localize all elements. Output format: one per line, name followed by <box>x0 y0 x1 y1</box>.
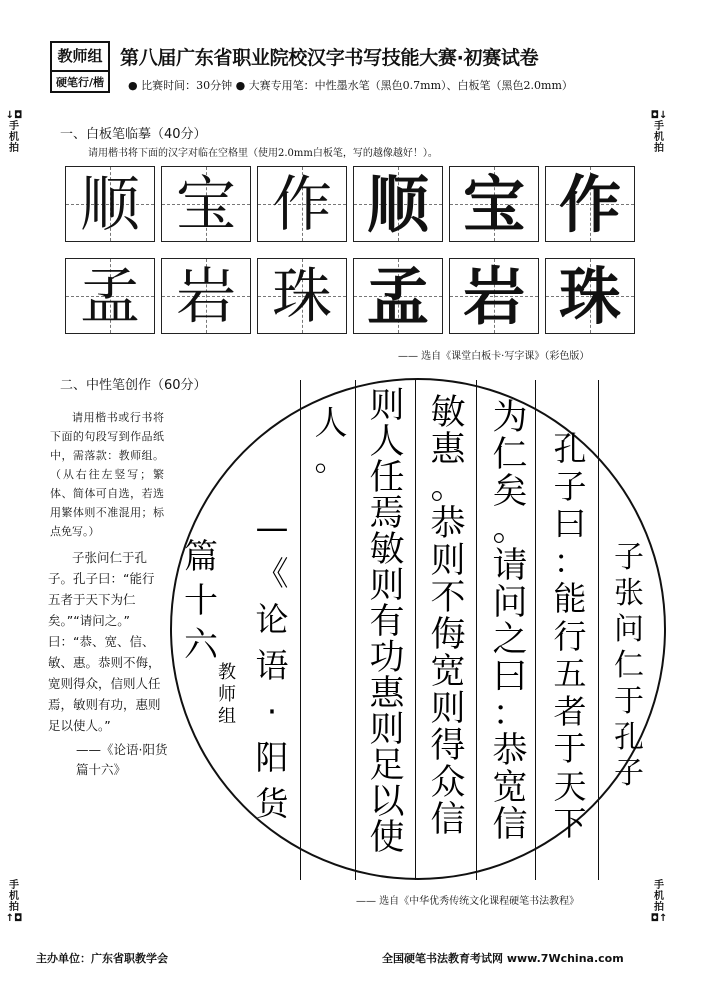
section1-source: —— 选自《课堂白板卡·写字课》（彩色版） <box>398 351 590 362</box>
handwritten-char: 恭 <box>492 731 528 771</box>
handwritten-char: 使 <box>369 818 405 858</box>
model-char: 孟 <box>80 262 140 332</box>
handwritten-char: 作 <box>558 168 621 241</box>
signature-column <box>216 662 238 728</box>
handwritten-char: 功 <box>369 638 405 678</box>
handwritten-char: 得 <box>430 726 466 766</box>
handwriting-column <box>608 540 650 792</box>
handwritten-char: 师 <box>218 684 236 705</box>
handwritten-char: — <box>255 508 289 547</box>
handwritten-char: 恭 <box>430 504 466 544</box>
model-cell <box>65 258 155 334</box>
handwritten-cell <box>353 166 443 242</box>
handwritten-char: 有 <box>369 602 405 642</box>
model-passage: 子张问仁于孔子。孔子曰：“能行五者于天下为仁矣。”“请问之。” 曰：“恭、宽、信、敏、惠。恭则不侮，宽则得众，信则人任焉，敏则有功，惠则足以使人。” <box>48 550 161 733</box>
handwritten-char: 众 <box>430 763 466 803</box>
handwritten-char: 以 <box>369 782 405 822</box>
section1-heading: 一、白板笔临摹（40分） <box>60 127 207 142</box>
handwritten-char: 货 <box>255 784 289 823</box>
model-char: 顺 <box>80 170 140 240</box>
photo-marker-bottom-right <box>650 880 668 924</box>
handwritten-cell <box>353 258 443 334</box>
handwritten-char: 矣 <box>492 472 528 512</box>
photo-marker-bottom-left <box>5 880 23 924</box>
section2-heading: 二、中性笔创作（60分） <box>60 378 207 393</box>
handwritten-cell <box>545 166 635 242</box>
handwriting-column <box>361 388 413 856</box>
handwritten-cell <box>545 258 635 334</box>
handwritten-char: 子 <box>614 756 644 791</box>
handwriting-column <box>422 395 474 839</box>
handwritten-char: ： <box>492 694 528 734</box>
handwritten-char: 。 <box>492 509 528 549</box>
handwritten-char: 仁 <box>492 435 528 475</box>
arrow-down-icon: ↓ <box>5 110 14 121</box>
handwritten-char: 行 <box>553 616 587 656</box>
handwritten-char: 能 <box>553 579 587 618</box>
handwritten-char: 篇 <box>184 537 218 577</box>
handwritten-char: 足 <box>369 746 405 786</box>
handwritten-cell <box>449 166 539 242</box>
section2-instruction: 请用楷书或行书将下面的句段写到作品纸中，需落款：教师组。（从右往左竖写；繁体、简体可自选，若选用繁体则不准混用；标点免写。） <box>50 411 164 538</box>
photo-marker-top-left <box>5 110 23 154</box>
handwritten-char: 侮 <box>430 615 466 655</box>
handwriting-column <box>545 430 595 843</box>
marker-char: 机 <box>9 891 19 902</box>
handwritten-char: · <box>266 692 278 731</box>
handwritten-char: 则 <box>430 541 466 581</box>
handwritten-char: 惠 <box>369 674 405 714</box>
handwritten-char: 信 <box>430 800 466 840</box>
badge-style-label: 硬笔行/楷 <box>55 76 105 89</box>
handwriting-column <box>485 400 535 844</box>
photo-marker-top-right <box>650 110 668 154</box>
handwritten-char: 孔 <box>614 720 644 755</box>
model-char: 作 <box>272 170 332 240</box>
handwritten-char: 于 <box>614 684 644 719</box>
handwriting-column <box>180 535 222 667</box>
handwritten-char: 珠 <box>558 260 621 333</box>
handwritten-char: 阳 <box>255 738 289 777</box>
handwritten-char: 则 <box>369 386 405 426</box>
model-char: 宝 <box>176 170 236 240</box>
website: 全国硬笔书法教育考试网 www.7Wchina.com <box>382 952 624 965</box>
column-divider <box>415 380 416 880</box>
handwritten-char: ： <box>553 541 587 581</box>
handwritten-char: 五 <box>553 654 587 693</box>
badge-group-label: 教师组 <box>52 43 108 72</box>
marker-char: 手 <box>654 121 664 132</box>
handwritten-char: 则 <box>369 710 405 750</box>
handwritten-char: 则 <box>369 566 405 606</box>
arrow-down-icon: ↓ <box>659 110 668 121</box>
marker-char: 拍 <box>654 143 664 154</box>
handwritten-char: 问 <box>492 583 528 623</box>
page-title: 第八届广东省职业院校汉字书写技能大赛·初赛试卷 <box>120 47 539 69</box>
model-cell <box>161 166 251 242</box>
handwriting-column <box>310 405 352 477</box>
handwritten-char: 组 <box>218 706 236 727</box>
handwritten-char: 人 <box>369 422 405 462</box>
marker-char: 机 <box>9 132 19 143</box>
model-char: 珠 <box>272 262 332 332</box>
arrow-up-icon: ↑ <box>5 913 14 924</box>
model-cell <box>257 166 347 242</box>
handwritten-char: 不 <box>430 578 466 618</box>
camera-icon: ◘ <box>13 110 23 121</box>
handwritten-char: 曰 <box>492 657 528 697</box>
model-cell <box>161 258 251 334</box>
model-cell <box>65 166 155 242</box>
handwritten-char: 焉 <box>369 494 405 534</box>
handwritten-char: 仁 <box>614 648 644 683</box>
handwritten-char: 孟 <box>366 260 429 333</box>
handwritten-char: 教 <box>218 662 236 683</box>
handwritten-char: 宽 <box>430 652 466 692</box>
handwritten-char: 惠 <box>430 430 466 470</box>
handwritten-char: 曰 <box>553 504 587 543</box>
handwritten-char: 下 <box>553 804 587 843</box>
handwritten-char: 岩 <box>462 260 525 333</box>
column-divider <box>300 380 301 880</box>
camera-icon: ◘ <box>650 110 659 121</box>
marker-char: 机 <box>654 132 664 143</box>
handwritten-char: 宝 <box>462 168 525 241</box>
copy-grid <box>65 166 645 338</box>
section1-instruction: 请用楷书将下面的汉字对临在空格里（使用2.0mm白板笔，写的越像越好！）。 <box>88 148 438 159</box>
handwritten-char: 信 <box>492 805 528 845</box>
handwritten-char: 语 <box>255 646 289 685</box>
handwritten-char: 子 <box>614 540 644 575</box>
model-char: 岩 <box>176 262 236 332</box>
handwritten-char: 者 <box>553 691 587 731</box>
marker-char: 拍 <box>9 902 19 913</box>
handwritten-char: 敏 <box>430 393 466 433</box>
column-divider <box>598 380 599 880</box>
handwritten-char: 顺 <box>366 168 429 241</box>
marker-char: 手 <box>9 880 19 891</box>
marker-char: 拍 <box>654 902 664 913</box>
passage-source: ——《论语·阳货篇十六》 <box>76 742 168 777</box>
handwritten-char: 之 <box>492 620 528 660</box>
section2-source: —— 选自《中华优秀传统文化课程硬笔书法教程》 <box>356 896 580 907</box>
handwritten-char: 天 <box>553 766 587 806</box>
handwritten-char: 十 <box>184 581 218 621</box>
handwritten-char: 任 <box>369 458 405 498</box>
handwritten-char: 张 <box>614 576 644 611</box>
handwritten-char: 孔 <box>553 429 587 468</box>
marker-char: 拍 <box>9 143 19 154</box>
column-divider <box>355 380 356 880</box>
handwritten-char: 子 <box>553 466 587 506</box>
handwritten-char: 敏 <box>369 530 405 570</box>
handwritten-char: 为 <box>492 398 528 438</box>
handwritten-char: 。 <box>430 467 466 507</box>
handwritten-char: 人 <box>314 403 348 442</box>
handwritten-char: 六 <box>184 625 218 665</box>
handwritten-char: 宽 <box>492 768 528 808</box>
exam-info: ● 比赛时间：30分钟 ● 大赛专用笔：中性墨水笔（黑色0.7mm）、白板笔（黑色2.0mm） <box>128 79 573 92</box>
marker-char: 机 <box>654 891 664 902</box>
handwritten-char: 。 <box>314 439 348 478</box>
arrow-up-icon: ↑ <box>659 913 668 924</box>
handwritten-char: 于 <box>553 729 587 768</box>
handwritten-char: 论 <box>255 600 289 639</box>
handwritten-cell <box>449 258 539 334</box>
column-divider <box>535 380 536 880</box>
marker-char: 手 <box>9 121 19 132</box>
handwritten-char: 则 <box>430 689 466 729</box>
column-divider <box>476 380 477 880</box>
camera-icon: ◘ <box>650 913 659 924</box>
organizer: 主办单位：广东省职教学会 <box>36 952 168 965</box>
marker-char: 手 <box>654 880 664 891</box>
handwritten-char: 《 <box>255 554 289 593</box>
handwritten-char: 请 <box>492 546 528 586</box>
handwritten-char: 问 <box>614 612 644 647</box>
handwriting-column <box>248 505 296 827</box>
camera-icon: ◘ <box>13 913 23 924</box>
model-cell <box>257 258 347 334</box>
group-badge <box>50 41 110 93</box>
